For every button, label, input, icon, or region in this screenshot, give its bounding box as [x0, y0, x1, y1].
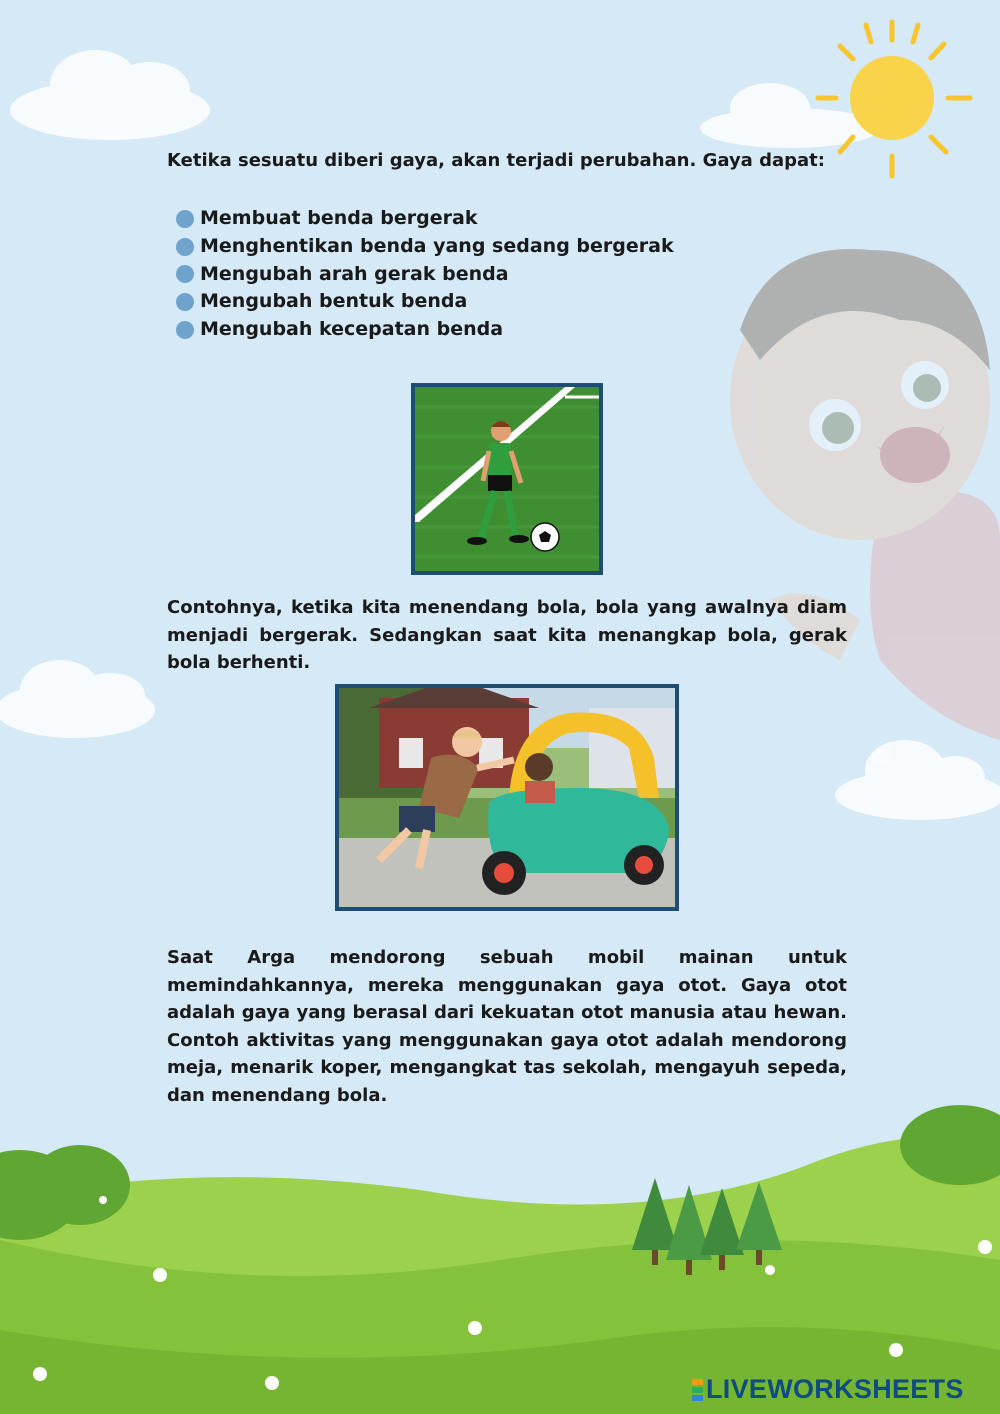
logo-mark-icon	[692, 1378, 703, 1402]
list-item: Mengubah arah gerak benda	[176, 261, 674, 289]
list-item: Menghentikan benda yang sedang bergerak	[176, 233, 674, 261]
soccer-kick-image	[411, 383, 603, 575]
list-item: Mengubah kecepatan benda	[176, 316, 674, 344]
example-paragraph: Contohnya, ketika kita menendang bola, bola yang awalnya diam menjadi bergerak. Sedangkan saat kita menangkap bola, gerak bola berhenti.	[167, 597, 847, 673]
liveworksheets-logo	[692, 1374, 964, 1405]
logo-text: LIVEWORKSHEETS	[706, 1374, 964, 1404]
intro-text: Ketika sesuatu diberi gaya, akan terjadi perubahan. Gaya dapat:	[167, 150, 825, 171]
bullet-dot-icon	[176, 321, 194, 339]
bullet-dot-icon	[176, 265, 194, 283]
bullet-dot-icon	[176, 238, 194, 256]
toy-car-push-image	[335, 684, 679, 911]
muscle-force-paragraph: Saat Arga mendorong sebuah mobil mainan untuk memindahkannya, mereka menggunakan gaya otot. Gaya otot adalah gaya yang berasal dari kekuatan otot manusia atau hewan. Contoh aktivitas yang menggunakan gaya otot adalah mendorong meja, menarik koper, mengangkat tas sekolah, mengayuh sepeda, dan menendang bola.	[167, 947, 847, 1106]
bullet-dot-icon	[176, 210, 194, 228]
list-item: Mengubah bentuk benda	[176, 288, 674, 316]
bullet-dot-icon	[176, 293, 194, 311]
list-item: Membuat benda bergerak	[176, 205, 674, 233]
force-effects-list	[176, 205, 674, 344]
cloud-icon	[10, 50, 210, 140]
grass-hills	[0, 1137, 1000, 1414]
cloud-icon	[835, 740, 1000, 820]
cloud-icon	[0, 660, 155, 738]
